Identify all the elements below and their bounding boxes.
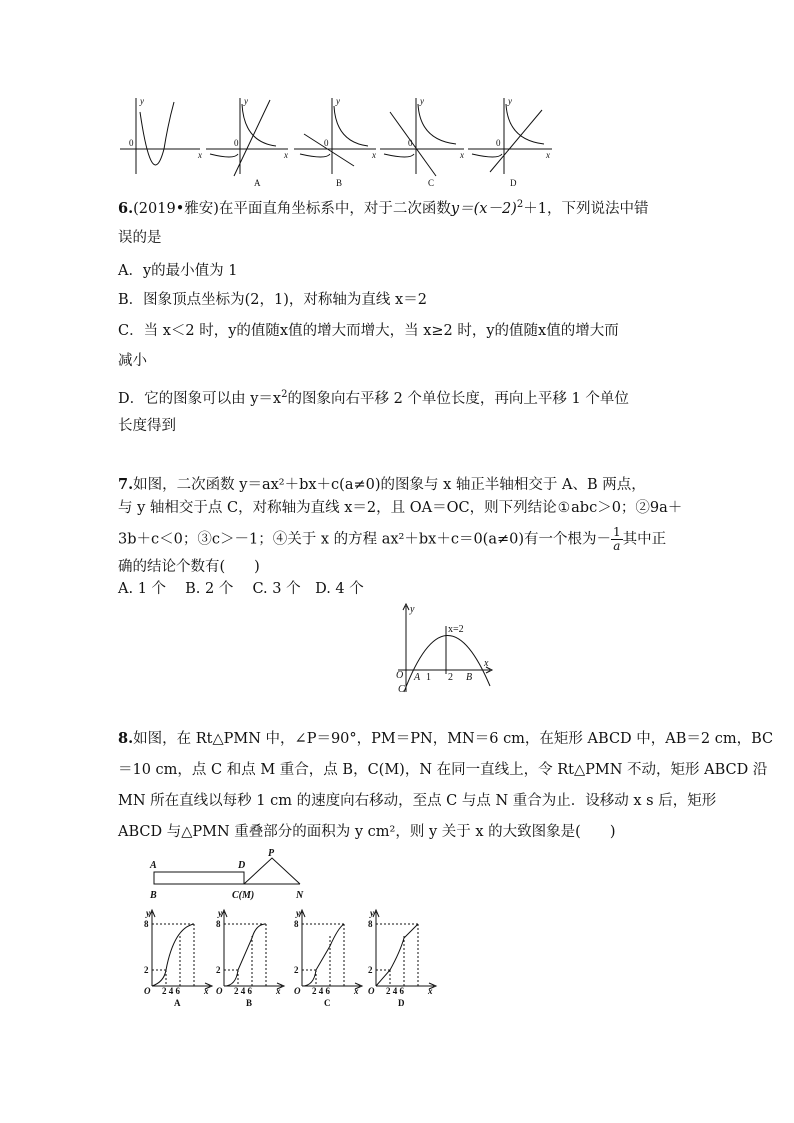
q8-caption-c: C <box>324 998 331 1008</box>
q8-a-o: O <box>144 986 151 996</box>
q8-a-8: 8 <box>144 919 149 929</box>
q8-d-ticks: 2 4 6 <box>386 986 404 996</box>
q8-fig-a: A <box>150 860 157 871</box>
q8-a-x: x <box>204 986 209 996</box>
q8-line1 <box>118 730 773 748</box>
q8-caption-a: A <box>174 998 181 1008</box>
q8-fig-cm: C(M) <box>232 890 255 901</box>
q8-b-2: 2 <box>216 965 221 975</box>
q6-option-c-line1: C．当 x＜2 时，y的值随x值的增大而增大，当 x≥2 时，y的值随x值的增大而 <box>118 323 619 339</box>
g1-x-label: x <box>198 150 202 160</box>
q8-caption-d: D <box>398 998 405 1008</box>
q7-number: 7. <box>118 476 134 493</box>
q8-fig-d: D <box>238 860 246 871</box>
gd-x-label: x <box>546 150 550 160</box>
q8-c-y: y <box>296 908 300 918</box>
q8-c-2: 2 <box>294 965 299 975</box>
q8-fig-p: P <box>268 848 275 859</box>
q7-stem-3b: c＞－1； <box>211 531 273 548</box>
q6-number: 6. <box>118 199 134 217</box>
q8-d-x: x <box>428 986 433 996</box>
q7-stem-3d: 其中正 <box>622 531 667 548</box>
q7-stem-2b: abc＞0；②9a＋ <box>571 500 683 516</box>
q8-rectangle-abcd <box>154 872 244 884</box>
q8-graph-d <box>373 910 436 989</box>
gb-origin-label: 0 <box>324 138 329 148</box>
gc-x-label: x <box>460 150 464 160</box>
q8-a-y: y <box>146 908 150 918</box>
q7-stem-1: 如图，二次函数 y＝ax²＋bx＋c(a≠0)的图象与 x 轴正半轴相交于 A、B 两点， <box>133 477 646 493</box>
q8-number: 8. <box>118 730 134 747</box>
gd-y-label: y <box>508 96 512 106</box>
q6-line1 <box>118 196 648 218</box>
q8-b-x: x <box>276 986 281 996</box>
ga-caption: A <box>254 178 261 188</box>
q7-graph-x: x <box>484 658 489 669</box>
q7-stem-3a: 3b＋c＜0； <box>118 531 198 548</box>
g1-y-label: y <box>140 96 144 106</box>
q7-graph-y: y <box>410 604 415 615</box>
q7-graph-2: 2 <box>448 672 453 683</box>
q7-line2 <box>118 499 682 517</box>
top-graph-c <box>380 98 464 176</box>
q7-graph-sym: x=2 <box>448 624 464 635</box>
q7-options: A. 1 个 B. 2 个 C. 3 个 D. 4 个 <box>118 581 364 597</box>
q7-graph-a: A <box>414 672 421 683</box>
q7-graph-1: 1 <box>426 672 431 683</box>
q8-b-o: O <box>216 986 223 996</box>
q7-parabola <box>404 635 490 692</box>
q7-line4: 确的结论个数有( ) <box>118 559 260 575</box>
q8-c-x: x <box>354 986 359 996</box>
top-graph-1 <box>120 98 200 174</box>
q6-option-d-line2: 长度得到 <box>118 418 176 434</box>
gb-caption: B <box>336 178 343 188</box>
q8-b-y: y <box>218 908 222 918</box>
q8-option-graphs <box>142 906 442 1010</box>
q7-frac-denominator: a <box>613 539 621 553</box>
q7-circled-3: ③ <box>197 531 212 548</box>
gc-y-label: y <box>420 96 424 106</box>
q7-circled-1: ① <box>557 500 571 516</box>
ga-origin-label: 0 <box>234 138 239 148</box>
q7-graph-c: C <box>398 684 405 695</box>
top-graph-b <box>294 98 376 174</box>
g1-origin-label: 0 <box>129 138 134 148</box>
q6-formula: y＝(x－2) <box>450 200 517 217</box>
q8-c-8: 8 <box>294 919 299 929</box>
q6-line2: 误的是 <box>118 230 162 246</box>
q7-graph-o: O <box>396 670 404 681</box>
q8-b-ticks: 2 4 6 <box>234 986 252 996</box>
gc-origin-label: 0 <box>408 138 413 148</box>
q7-line1 <box>118 476 646 494</box>
q8-d-8: 8 <box>368 919 373 929</box>
q7-graph-b: B <box>466 672 473 683</box>
q8-d-2: 2 <box>368 965 373 975</box>
q8-c-ticks: 2 4 6 <box>312 986 330 996</box>
q8-c-o: O <box>294 986 301 996</box>
gd-origin-label: 0 <box>496 138 501 148</box>
q7-stem-2: 与 y 轴相交于点 C，对称轴为直线 x＝2，且 OA＝OC，则下列结论 <box>118 500 557 516</box>
q7-circled-4: ④ <box>272 531 288 548</box>
gd-caption: D <box>510 178 517 188</box>
q7-frac-numerator: 1 <box>613 525 621 539</box>
q8-fig-n: N <box>296 890 304 901</box>
q8-d-y: y <box>370 908 374 918</box>
q8-a-2: 2 <box>144 965 149 975</box>
q6-option-c-line2: 减小 <box>118 353 147 369</box>
q8-graph-c <box>299 910 362 989</box>
q6-option-d-pre: D．它的图象可以由 y＝x <box>118 390 282 407</box>
gb-x-label: x <box>372 150 376 160</box>
q6-option-a: A．y的最小值为 1 <box>118 263 238 279</box>
ga-x-label: x <box>284 150 288 160</box>
top-graph-d <box>468 98 552 174</box>
q8-rectangle-triangle-figure <box>146 846 326 906</box>
q6-option-b: B．图象顶点坐标为(2，1)，对称轴为直线 x＝2 <box>118 292 427 308</box>
q8-graph-a <box>149 910 212 989</box>
q7-parabola-graph <box>390 600 500 696</box>
q8-line2: ＝10 cm，点 C 和点 M 重合，点 B，C(M)，N 在同一直线上，令 Rt△PMN 不动，矩形 ABCD 沿 <box>118 762 768 778</box>
q7-line3 <box>118 526 666 553</box>
q6-stem-pre: (2019•雅安)在平面直角坐标系中，对于二次函数 <box>133 200 451 217</box>
q8-a-ticks: 2 4 6 <box>162 986 180 996</box>
q8-line4: ABCD 与△PMN 重叠部分的面积为 y cm²，则 y 关于 x 的大致图象是( ) <box>118 824 616 840</box>
top-graph-a <box>206 98 288 176</box>
q8-d-o: O <box>368 986 375 996</box>
q7-fraction <box>611 526 623 553</box>
q8-graph-b <box>221 910 284 989</box>
q8-stem-1: 如图，在 Rt△PMN 中，∠P＝90°，PM＝PN，MN＝6 cm，在矩形 ABCD 中，AB＝2 cm，BC <box>133 731 774 747</box>
q6-option-d-exp: 2 <box>281 389 288 400</box>
gc-caption: C <box>428 178 435 188</box>
q6-option-d-line1 <box>118 386 629 408</box>
q6-stem-post: ＋1，下列说法中错 <box>523 200 649 217</box>
q8-line3: MN 所在直线以每秒 1 cm 的速度向右移动，至点 C 与点 N 重合为止．设移动 x s 后，矩形 <box>118 793 717 809</box>
q8-b-8: 8 <box>216 919 221 929</box>
gb-y-label: y <box>336 96 340 106</box>
q8-fig-b: B <box>150 890 157 901</box>
top-graphs-row <box>118 94 558 190</box>
q6-option-d-post: 的图象向右平移 2 个单位长度，再向上平移 1 个单位 <box>287 390 629 407</box>
q8-triangle-pmn <box>244 858 300 884</box>
q7-stem-3c: 关于 x 的方程 ax²＋bx＋c＝0(a≠0)有一个根为－ <box>287 531 611 548</box>
ga-y-label: y <box>244 96 248 106</box>
q8-caption-b: B <box>246 998 253 1008</box>
q6-formula-exp: 2 <box>516 199 524 210</box>
